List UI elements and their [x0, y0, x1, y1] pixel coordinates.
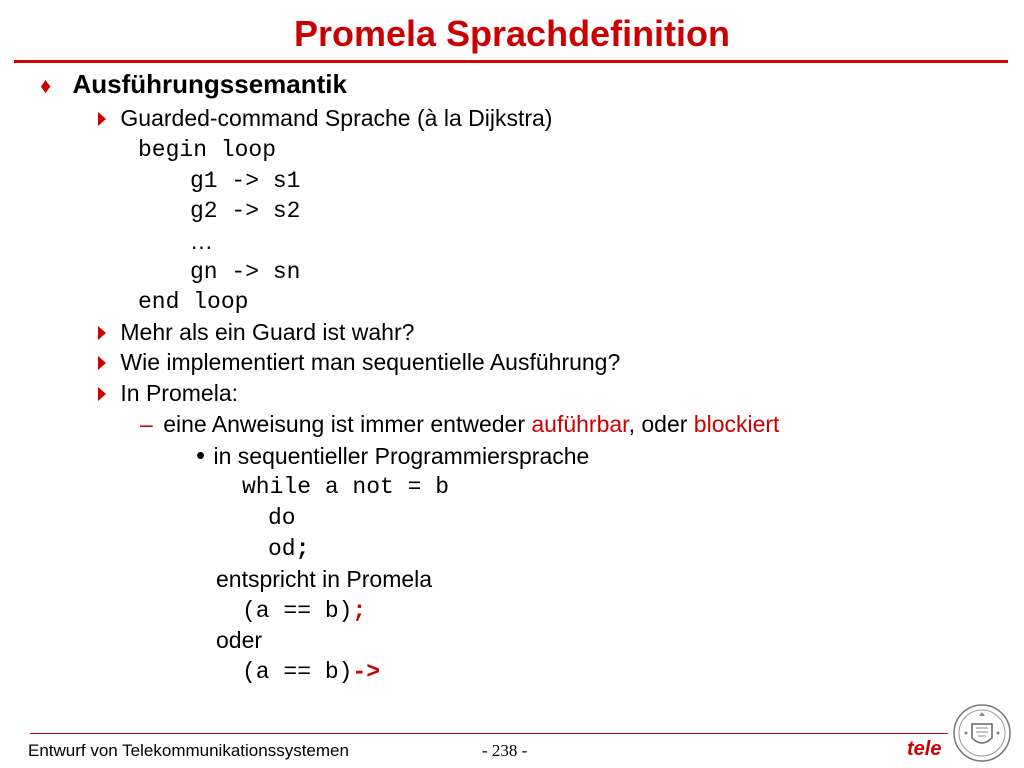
- triangle-bullet-icon: [98, 387, 106, 401]
- triangle-bullet-icon: [98, 356, 106, 370]
- keyword-ausfuehrbar: auführbar: [531, 411, 629, 437]
- code-line: end loop: [138, 289, 249, 315]
- footer-page-number: - 238 -: [482, 741, 528, 760]
- bullet-text: Wie implementiert man sequentielle Ausführung?: [120, 349, 621, 375]
- code-do: do: [268, 505, 296, 531]
- code-line: begin loop: [138, 137, 277, 163]
- sub-bullet-anweisung: [140, 409, 779, 439]
- anweisung-mid: , oder: [628, 411, 694, 437]
- code-arrow-red: ->: [352, 659, 381, 685]
- footer-rule: [30, 733, 948, 734]
- code-semicolon-red: ;: [352, 598, 367, 624]
- triangle-bullet-icon: [98, 326, 106, 340]
- university-seal-icon: [952, 702, 1012, 764]
- bullet-mehr: [98, 317, 414, 347]
- heading-row: [40, 68, 347, 102]
- code-line: g2 -> s2: [190, 198, 301, 224]
- bullet-guarded: [98, 103, 552, 133]
- code-while: while a not = b: [242, 474, 450, 500]
- section-heading: Ausführungssemantik: [72, 69, 347, 99]
- bullet-text: Guarded-command Sprache (à la Dijkstra): [120, 105, 553, 131]
- code-ellipsis: …: [190, 228, 213, 254]
- bullet-text: Mehr als ein Guard ist wahr?: [120, 319, 415, 345]
- code-ab: (a == b): [242, 659, 353, 685]
- bullet-text: in sequentieller Programmiersprache: [213, 443, 590, 469]
- entspricht-text: entspricht in Promela: [216, 566, 433, 592]
- code-line: g1 -> s1: [190, 168, 301, 194]
- code-ab-semicolon: [242, 596, 366, 626]
- diamond-bullet-icon: ♦: [40, 73, 52, 98]
- title-underline: [14, 60, 1008, 63]
- code-line: gn -> sn: [190, 259, 301, 285]
- footer-course: Entwurf von Telekommunikationssystemen: [28, 741, 349, 760]
- oder-text: oder: [216, 627, 263, 653]
- sub-sub-bullet-seq: [196, 440, 589, 471]
- triangle-bullet-icon: [98, 112, 106, 126]
- code-od-text: od: [268, 536, 296, 562]
- bullet-text: In Promela:: [120, 380, 238, 406]
- keyword-blockiert: blockiert: [693, 411, 780, 437]
- code-ab-arrow: [242, 657, 380, 687]
- bullet-promela: [98, 378, 238, 408]
- dot-bullet-icon: •: [196, 440, 206, 470]
- code-od-semicolon: ;: [295, 536, 310, 562]
- code-od: [268, 534, 309, 564]
- code-ab: (a == b): [242, 598, 353, 624]
- anweisung-prefix: eine Anweisung ist immer entweder: [163, 411, 532, 437]
- dash-bullet-icon: –: [140, 411, 153, 437]
- slide-title: Promela Sprachdefinition: [293, 13, 731, 54]
- bullet-wie: [98, 347, 620, 377]
- tele-logo: tele: [907, 738, 942, 760]
